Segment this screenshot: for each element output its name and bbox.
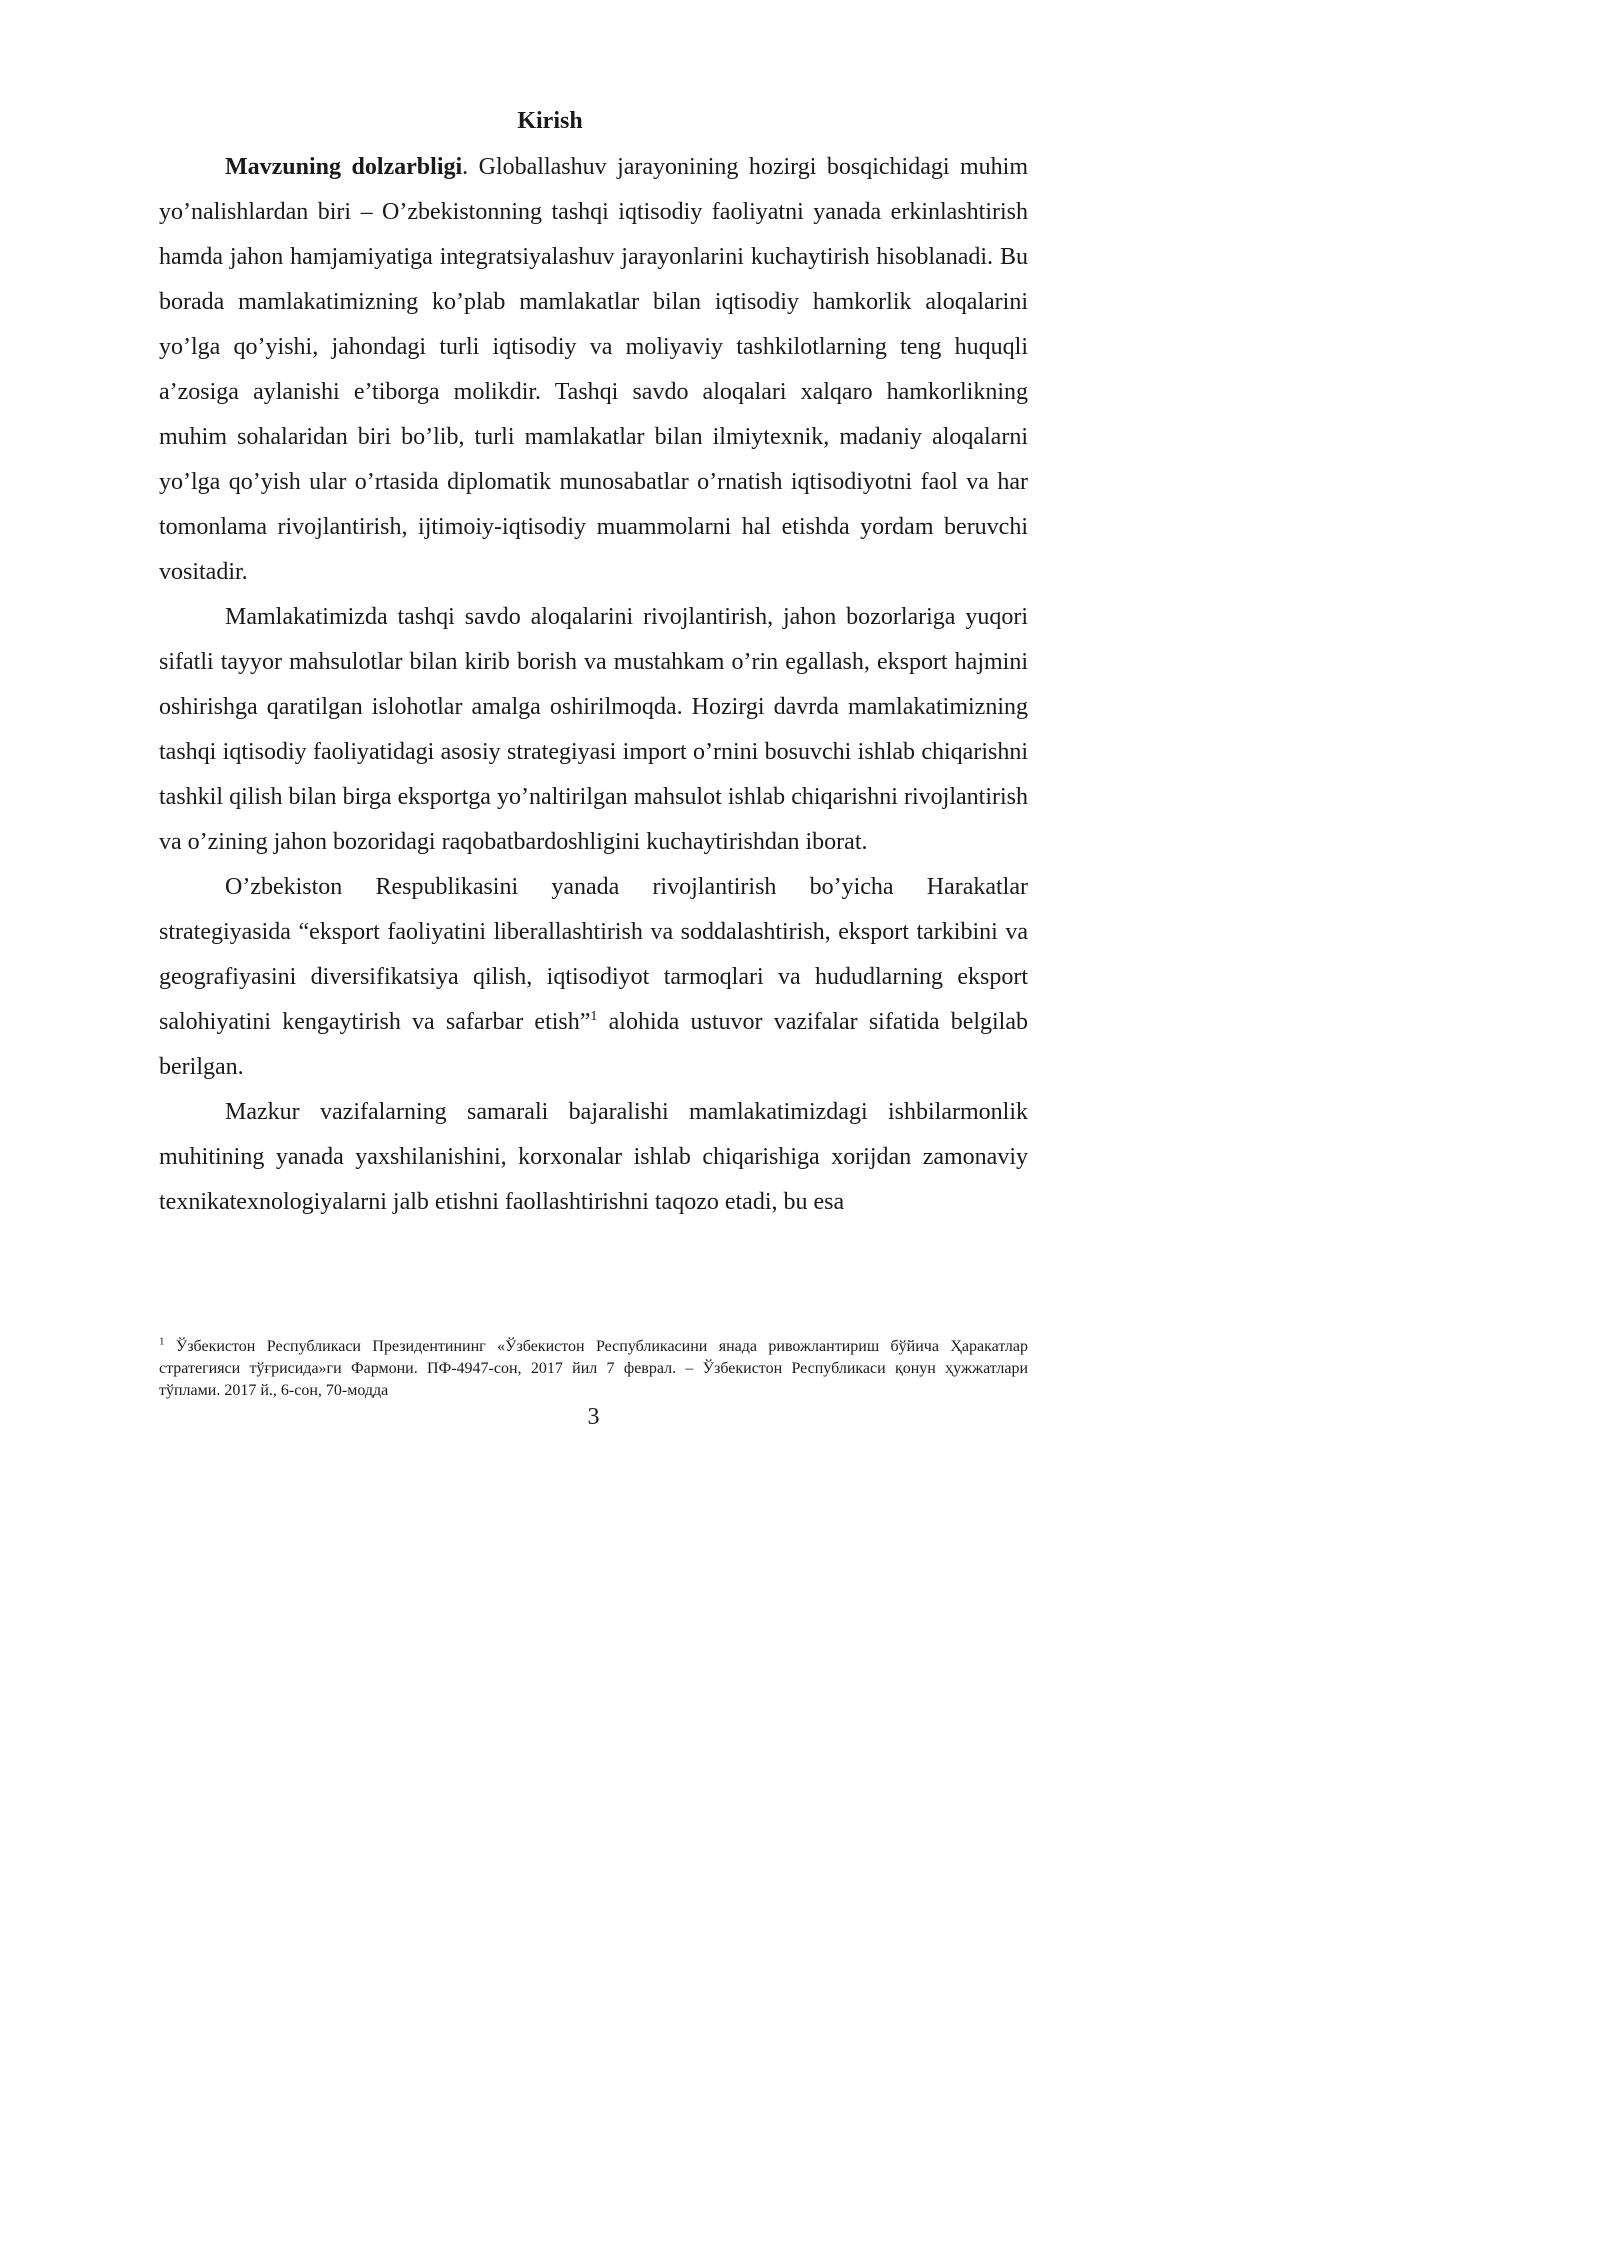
document-page xyxy=(0,0,1100,1555)
paragraph-strategy xyxy=(159,865,1028,1090)
footnote xyxy=(159,1336,1028,1402)
paragraph-relevance xyxy=(159,145,1028,595)
section-heading: Kirish xyxy=(517,108,583,134)
page-number: 3 xyxy=(587,1404,600,1430)
paragraph-text: Mazkur vazifalarning samarali bajaralishi mamlakatimizdagi ishbilarmonlik muhitining yanada yaxshilanishini, korxonalar ishlab chiqarishiga xorijdan zamonaviy texnikatexnologiyalarni jalb etishni faollashtirishni taqozo etadi, bu esa xyxy=(159,1099,1028,1215)
paragraph-text: Mamlakatimizda tashqi savdo aloqalarini rivojlantirish, jahon bozorlariga yuqori sifatli tayyor mahsulotlar bilan kirib borish va mustahkam o’rin egallash, eksport hajmini oshirishga qaratilgan islohotlar amalga oshirilmoqda. Hozirgi davrda mamlakatimizning tashqi iqtisodiy faoliyatidagi asosiy strategiyasi import o’rnini bosuvchi ishlab chiqarishni tashkil qilish bilan birga eksportga yo’naltirilgan mahsulot ishlab chiqarishni rivojlantirish va o’zining jahon bozoridagi raqobatbardoshligini kuchaytirishdan iborat. xyxy=(159,604,1028,855)
body-text xyxy=(159,145,1028,1225)
paragraph-tasks xyxy=(159,1090,1028,1225)
paragraph-text: . Globallashuv jarayonining hozirgi bosqichidagi muhim yo’nalishlardan biri – O’zbekistonning tashqi iqtisodiy faoliyatni yanada erkinlashtirish hamda jahon hamjamiyatiga integratsiyalashuv jarayonlarini kuchaytirish hisoblanadi. Bu borada mamlakatimizning ko’plab mamlakatlar bilan iqtisodiy hamkorlik aloqalarini yo’lga qo’yishi, jahondagi turli iqtisodiy va moliyaviy tashkilotlarning teng huquqli a’zosiga aylanishi e’tiborga molikdir. Tashqi savdo aloqalari xalqaro hamkorlikning muhim sohalaridan biri bo’lib, turli mamlakatlar bilan ilmiytexnik, madaniy aloqalarni yo’lga qo’yish ular o’rtasida diplomatik munosabatlar o’rnatish iqtisodiyotni faol va har tomonlama rivojlantirish, ijtimoiy-iqtisodiy muammolarni hal etishda yordam beruvchi vositadir. xyxy=(159,154,1029,585)
footnote-text: Ўзбекистон Республикаси Президентининг «Ўзбекистон Республикасини янада ривожлантириш бўйича Ҳаракатлар стратегияси тўғрисида»ги Фармони. ПФ-4947-сон, 2017 йил 7 феврал. – Ўзбекистон Республикаси қонун ҳужжатлари тўплами. 2017 й., 6-сон, 70-модда xyxy=(159,1338,1029,1399)
paragraph-text: alohida ustuvor vazifalar sifatida belgilab berilgan. xyxy=(159,1009,1029,1080)
paragraph-lead: Mavzuning dolzarbligi xyxy=(225,154,463,180)
footnote-mark: 1 xyxy=(159,1335,165,1348)
paragraph-foreign-trade xyxy=(159,595,1028,865)
footnote-reference: 1 xyxy=(590,1009,598,1024)
paragraph-text: O’zbekiston Respublikasini yanada rivojlantirish bo’yicha Harakatlar strategiyasida “eksport faoliyatini liberallashtirish va soddalashtirish, eksport tarkibini va geografiyasini diversifikatsiya qilish, iqtisodiyot tarmoqlari va hududlarning eksport salohiyatini kengaytirish va safarbar etish” xyxy=(159,874,1028,1035)
